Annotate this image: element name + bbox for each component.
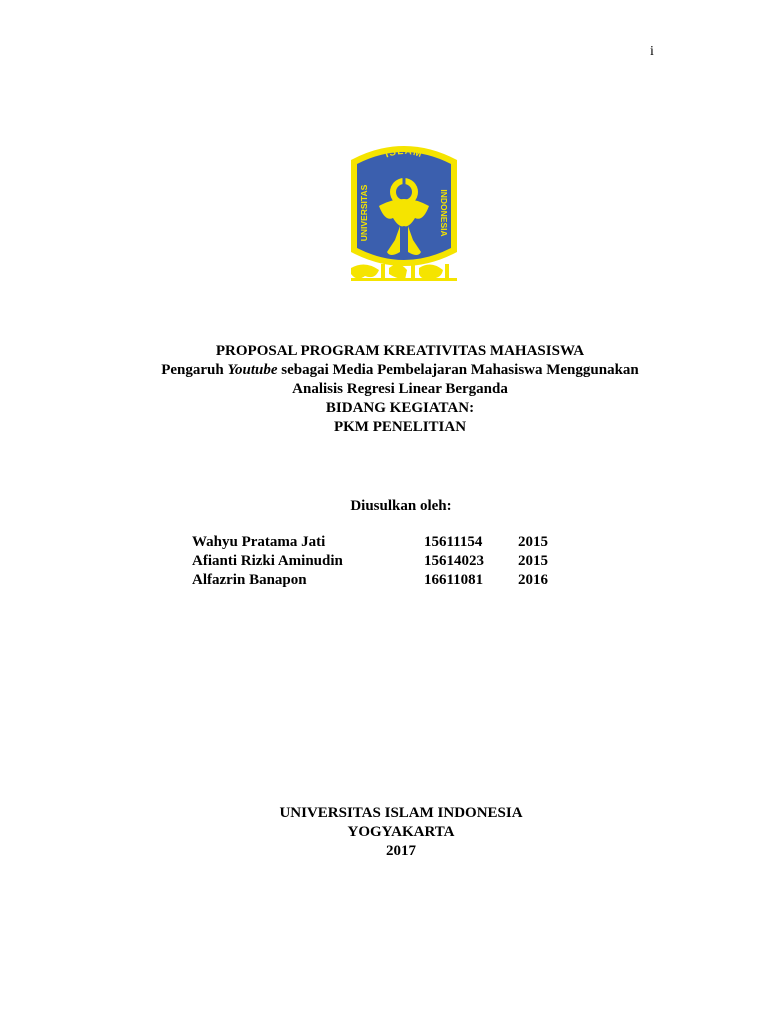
svg-text:UNIVERSITAS: UNIVERSITAS bbox=[359, 184, 369, 242]
member-year: 2015 bbox=[518, 553, 548, 569]
field-label: BIDANG KEGIATAN: bbox=[325, 400, 475, 416]
proposal-subtitle: Pengaruh Youtube sebagai Media Pembelajaran Mahasiswa Menggunakan bbox=[161, 362, 639, 378]
list-item bbox=[192, 533, 558, 552]
university-name: UNIVERSITAS ISLAM INDONESIA bbox=[279, 805, 523, 821]
member-nim: 15614023 bbox=[424, 553, 484, 569]
svg-text:INDONESIA: INDONESIA bbox=[439, 189, 449, 237]
svg-text:ISLAM: ISLAM bbox=[383, 145, 424, 161]
proposer-label: Diusulkan oleh: bbox=[350, 498, 452, 514]
university-logo bbox=[345, 140, 463, 285]
member-list bbox=[192, 533, 558, 590]
city-name: YOGYAKARTA bbox=[347, 824, 455, 840]
member-nim: 15611154 bbox=[424, 534, 483, 550]
member-name: Wahyu Pratama Jati bbox=[192, 534, 326, 550]
publication-year: 2017 bbox=[386, 843, 416, 859]
field-value: PKM PENELITIAN bbox=[333, 419, 467, 435]
member-name: Afianti Rizki Aminudin bbox=[192, 553, 343, 569]
list-item bbox=[192, 552, 558, 571]
member-year: 2015 bbox=[518, 534, 548, 550]
title-block bbox=[0, 342, 768, 437]
member-nim: 16611081 bbox=[424, 572, 484, 588]
proposal-subtitle-line2: Analisis Regresi Linear Berganda bbox=[292, 381, 508, 397]
member-year: 2016 bbox=[518, 572, 548, 588]
program-title: PROPOSAL PROGRAM KREATIVITAS MAHASISWA bbox=[215, 343, 585, 359]
page-number: i bbox=[650, 44, 654, 59]
footer-block bbox=[0, 804, 768, 861]
list-item bbox=[192, 571, 558, 590]
member-name: Alfazrin Banapon bbox=[192, 572, 307, 588]
